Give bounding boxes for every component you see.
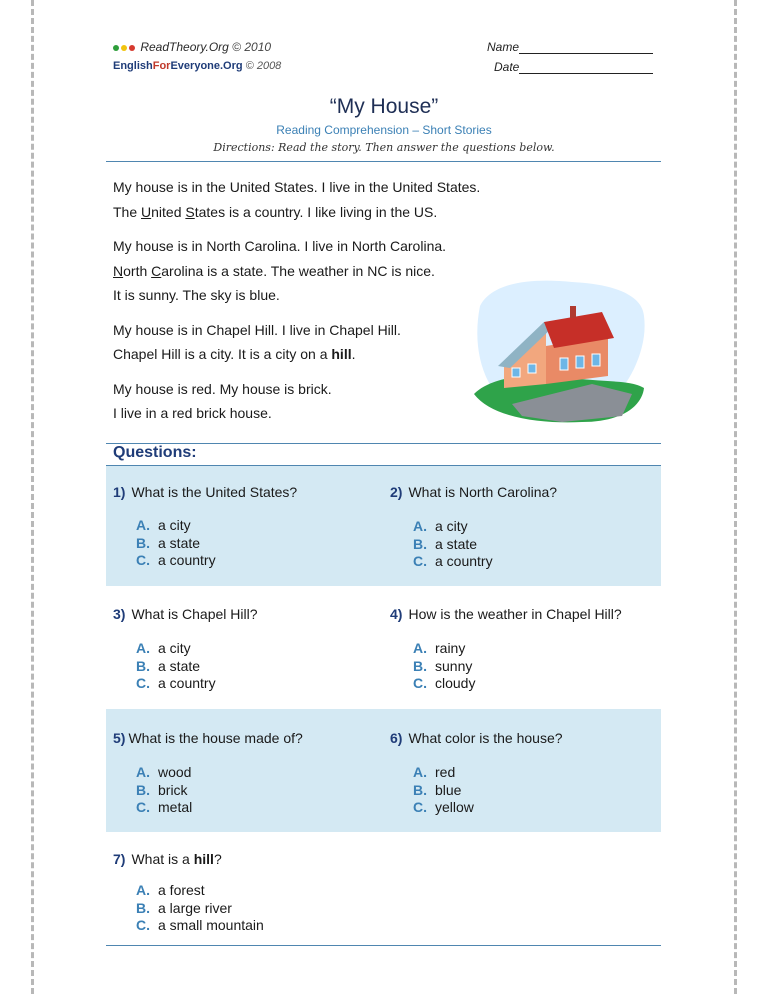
option-text: wood <box>158 764 192 780</box>
question-1 <box>113 484 297 500</box>
option-text: a state <box>158 657 201 674</box>
option-text: a state <box>158 534 201 551</box>
option-letter: B. <box>413 781 427 798</box>
option-letter: B. <box>136 657 150 674</box>
readtheory-year: © 2010 <box>232 40 272 54</box>
name-field[interactable] <box>487 40 653 54</box>
option-text: yellow <box>435 799 474 815</box>
option-b[interactable] <box>413 658 475 676</box>
option-letter: B. <box>136 781 150 798</box>
option-a[interactable] <box>413 764 474 782</box>
option-text: a forest <box>158 882 205 898</box>
story-paragraph <box>113 318 513 367</box>
option-letter: C. <box>413 799 427 815</box>
option-text: sunny <box>435 657 473 674</box>
story-paragraph <box>113 377 513 426</box>
option-c[interactable] <box>413 675 475 693</box>
story-line: The <box>113 203 142 220</box>
story-line: My house is in North Carolina. I live in North Carolina. <box>113 238 447 254</box>
option-text: a large river <box>158 899 232 916</box>
option-b[interactable] <box>136 658 216 676</box>
option-b[interactable] <box>136 535 216 553</box>
option-letter: A. <box>136 640 150 656</box>
option-letter: C. <box>413 553 427 569</box>
story-line: nited <box>151 203 186 220</box>
option-text: a city <box>435 518 468 534</box>
story-line: Chapel Hill is a city. It is a city on a <box>113 346 332 362</box>
footer-divider <box>106 945 661 946</box>
option-c[interactable] <box>136 675 216 693</box>
date-label: Date <box>494 60 520 74</box>
option-b[interactable] <box>413 536 493 554</box>
option-a[interactable] <box>136 517 216 535</box>
option-text: red <box>435 764 456 780</box>
question-5-options <box>136 764 192 817</box>
date-blank[interactable] <box>519 61 653 74</box>
option-letter: C. <box>136 917 150 933</box>
header-divider <box>106 161 661 162</box>
questions-heading: Questions: <box>113 444 197 461</box>
option-text: brick <box>158 781 188 798</box>
option-b[interactable] <box>136 900 264 918</box>
option-a[interactable] <box>136 764 192 782</box>
efe-everyone: Everyone.Org <box>170 60 243 72</box>
option-a[interactable] <box>413 640 475 658</box>
story-line: My house is in Chapel Hill. I live in Chapel Hill. <box>113 321 401 338</box>
option-text: a small mountain <box>158 917 264 933</box>
bold-word: hill <box>331 346 352 362</box>
option-b[interactable] <box>136 782 192 800</box>
story-line: tates is a country. I like living in the US. <box>194 203 438 220</box>
question-4 <box>390 606 622 622</box>
house-illustration <box>472 276 648 426</box>
option-letter: A. <box>136 764 150 780</box>
name-label: Name <box>487 40 520 54</box>
underlined-letter: N <box>113 262 124 279</box>
story-line: I live in a red brick house. <box>113 405 272 421</box>
option-text: a city <box>158 517 191 533</box>
story-line: . <box>351 346 356 362</box>
story-line: orth <box>123 262 152 279</box>
page-title: “My House” <box>329 95 439 118</box>
efe-logo <box>113 60 281 72</box>
question-text: How is the weather in Chapel Hill? <box>408 606 622 622</box>
question-text: What is the United States? <box>131 484 298 500</box>
option-c[interactable] <box>413 553 493 571</box>
question-4-options <box>413 640 475 693</box>
story-text <box>113 175 513 436</box>
option-a[interactable] <box>413 518 493 536</box>
question-2 <box>390 484 557 500</box>
date-field[interactable] <box>494 60 653 74</box>
option-text: a country <box>158 552 216 568</box>
readtheory-logo <box>113 40 271 54</box>
story-paragraph <box>113 175 513 224</box>
yellow-dot-icon <box>121 45 127 51</box>
directions: Directions: Read the story. Then answer the questions below. <box>213 141 555 154</box>
question-text: What is the house made of? <box>128 730 303 746</box>
green-dot-icon <box>113 45 119 51</box>
story-paragraph <box>113 234 513 308</box>
question-7 <box>113 851 222 867</box>
option-text: rainy <box>435 640 466 656</box>
story-line: My house is red. My house is brick. <box>113 380 332 397</box>
question-number: 3) <box>113 606 126 622</box>
option-c[interactable] <box>136 552 216 570</box>
question-6-options <box>413 764 474 817</box>
option-letter: C. <box>136 799 150 815</box>
question-5 <box>113 730 303 746</box>
underlined-letter: C <box>151 262 162 279</box>
option-text: a city <box>158 640 191 656</box>
option-letter: A. <box>413 764 427 780</box>
efe-year: © 2008 <box>245 60 282 72</box>
red-dot-icon <box>129 45 135 51</box>
question-6 <box>390 730 563 746</box>
readtheory-brand: ReadTheory.Org <box>140 40 229 54</box>
story-line: My house is in the United States. I live in the United States. <box>113 179 481 195</box>
underlined-letter: U <box>141 203 152 220</box>
question-number: 6) <box>390 730 403 746</box>
option-letter: B. <box>413 657 427 674</box>
option-b[interactable] <box>413 782 474 800</box>
story-line: arolina is a state. The weather in NC is nice. <box>161 262 435 279</box>
option-text: blue <box>435 781 462 798</box>
efe-for: For <box>152 60 171 72</box>
option-text: a country <box>158 675 216 691</box>
option-letter: A. <box>136 517 150 533</box>
name-blank[interactable] <box>519 41 653 54</box>
question-text: What is Chapel Hill? <box>131 606 258 622</box>
question-number: 5) <box>113 730 126 746</box>
option-text: cloudy <box>435 675 476 691</box>
option-letter: B. <box>136 899 150 916</box>
option-letter: A. <box>413 640 427 656</box>
option-a[interactable] <box>136 882 264 900</box>
question-text: What color is the house? <box>408 730 563 746</box>
question-text: What is North Carolina? <box>408 484 558 500</box>
question-number: 7) <box>113 851 126 867</box>
option-c[interactable] <box>136 799 192 817</box>
question-number: 1) <box>113 484 126 500</box>
option-text: a country <box>435 553 493 569</box>
option-letter: B. <box>136 534 150 551</box>
story-line: It is sunny. The sky is blue. <box>113 287 280 303</box>
question-text: ? <box>213 851 222 867</box>
option-letter: B. <box>413 535 427 552</box>
question-7-options <box>136 882 264 935</box>
question-3-options <box>136 640 216 693</box>
question-2-options <box>413 518 493 571</box>
option-c[interactable] <box>136 917 264 935</box>
underlined-letter: S <box>185 203 195 220</box>
option-text: a state <box>435 535 478 552</box>
option-a[interactable] <box>136 640 216 658</box>
question-number: 2) <box>390 484 403 500</box>
option-letter: A. <box>413 518 427 534</box>
question-3 <box>113 606 258 622</box>
option-c[interactable] <box>413 799 474 817</box>
efe-english: English <box>113 60 153 72</box>
question-number: 4) <box>390 606 403 622</box>
option-letter: C. <box>136 552 150 568</box>
page-subtitle: Reading Comprehension – Short Stories <box>276 123 492 137</box>
question-1-options <box>136 517 216 570</box>
option-letter: A. <box>136 882 150 898</box>
bold-word: hill <box>193 851 214 867</box>
option-letter: C. <box>413 675 427 691</box>
question-text: What is a <box>131 851 194 867</box>
option-text: metal <box>158 799 193 815</box>
option-letter: C. <box>136 675 150 691</box>
